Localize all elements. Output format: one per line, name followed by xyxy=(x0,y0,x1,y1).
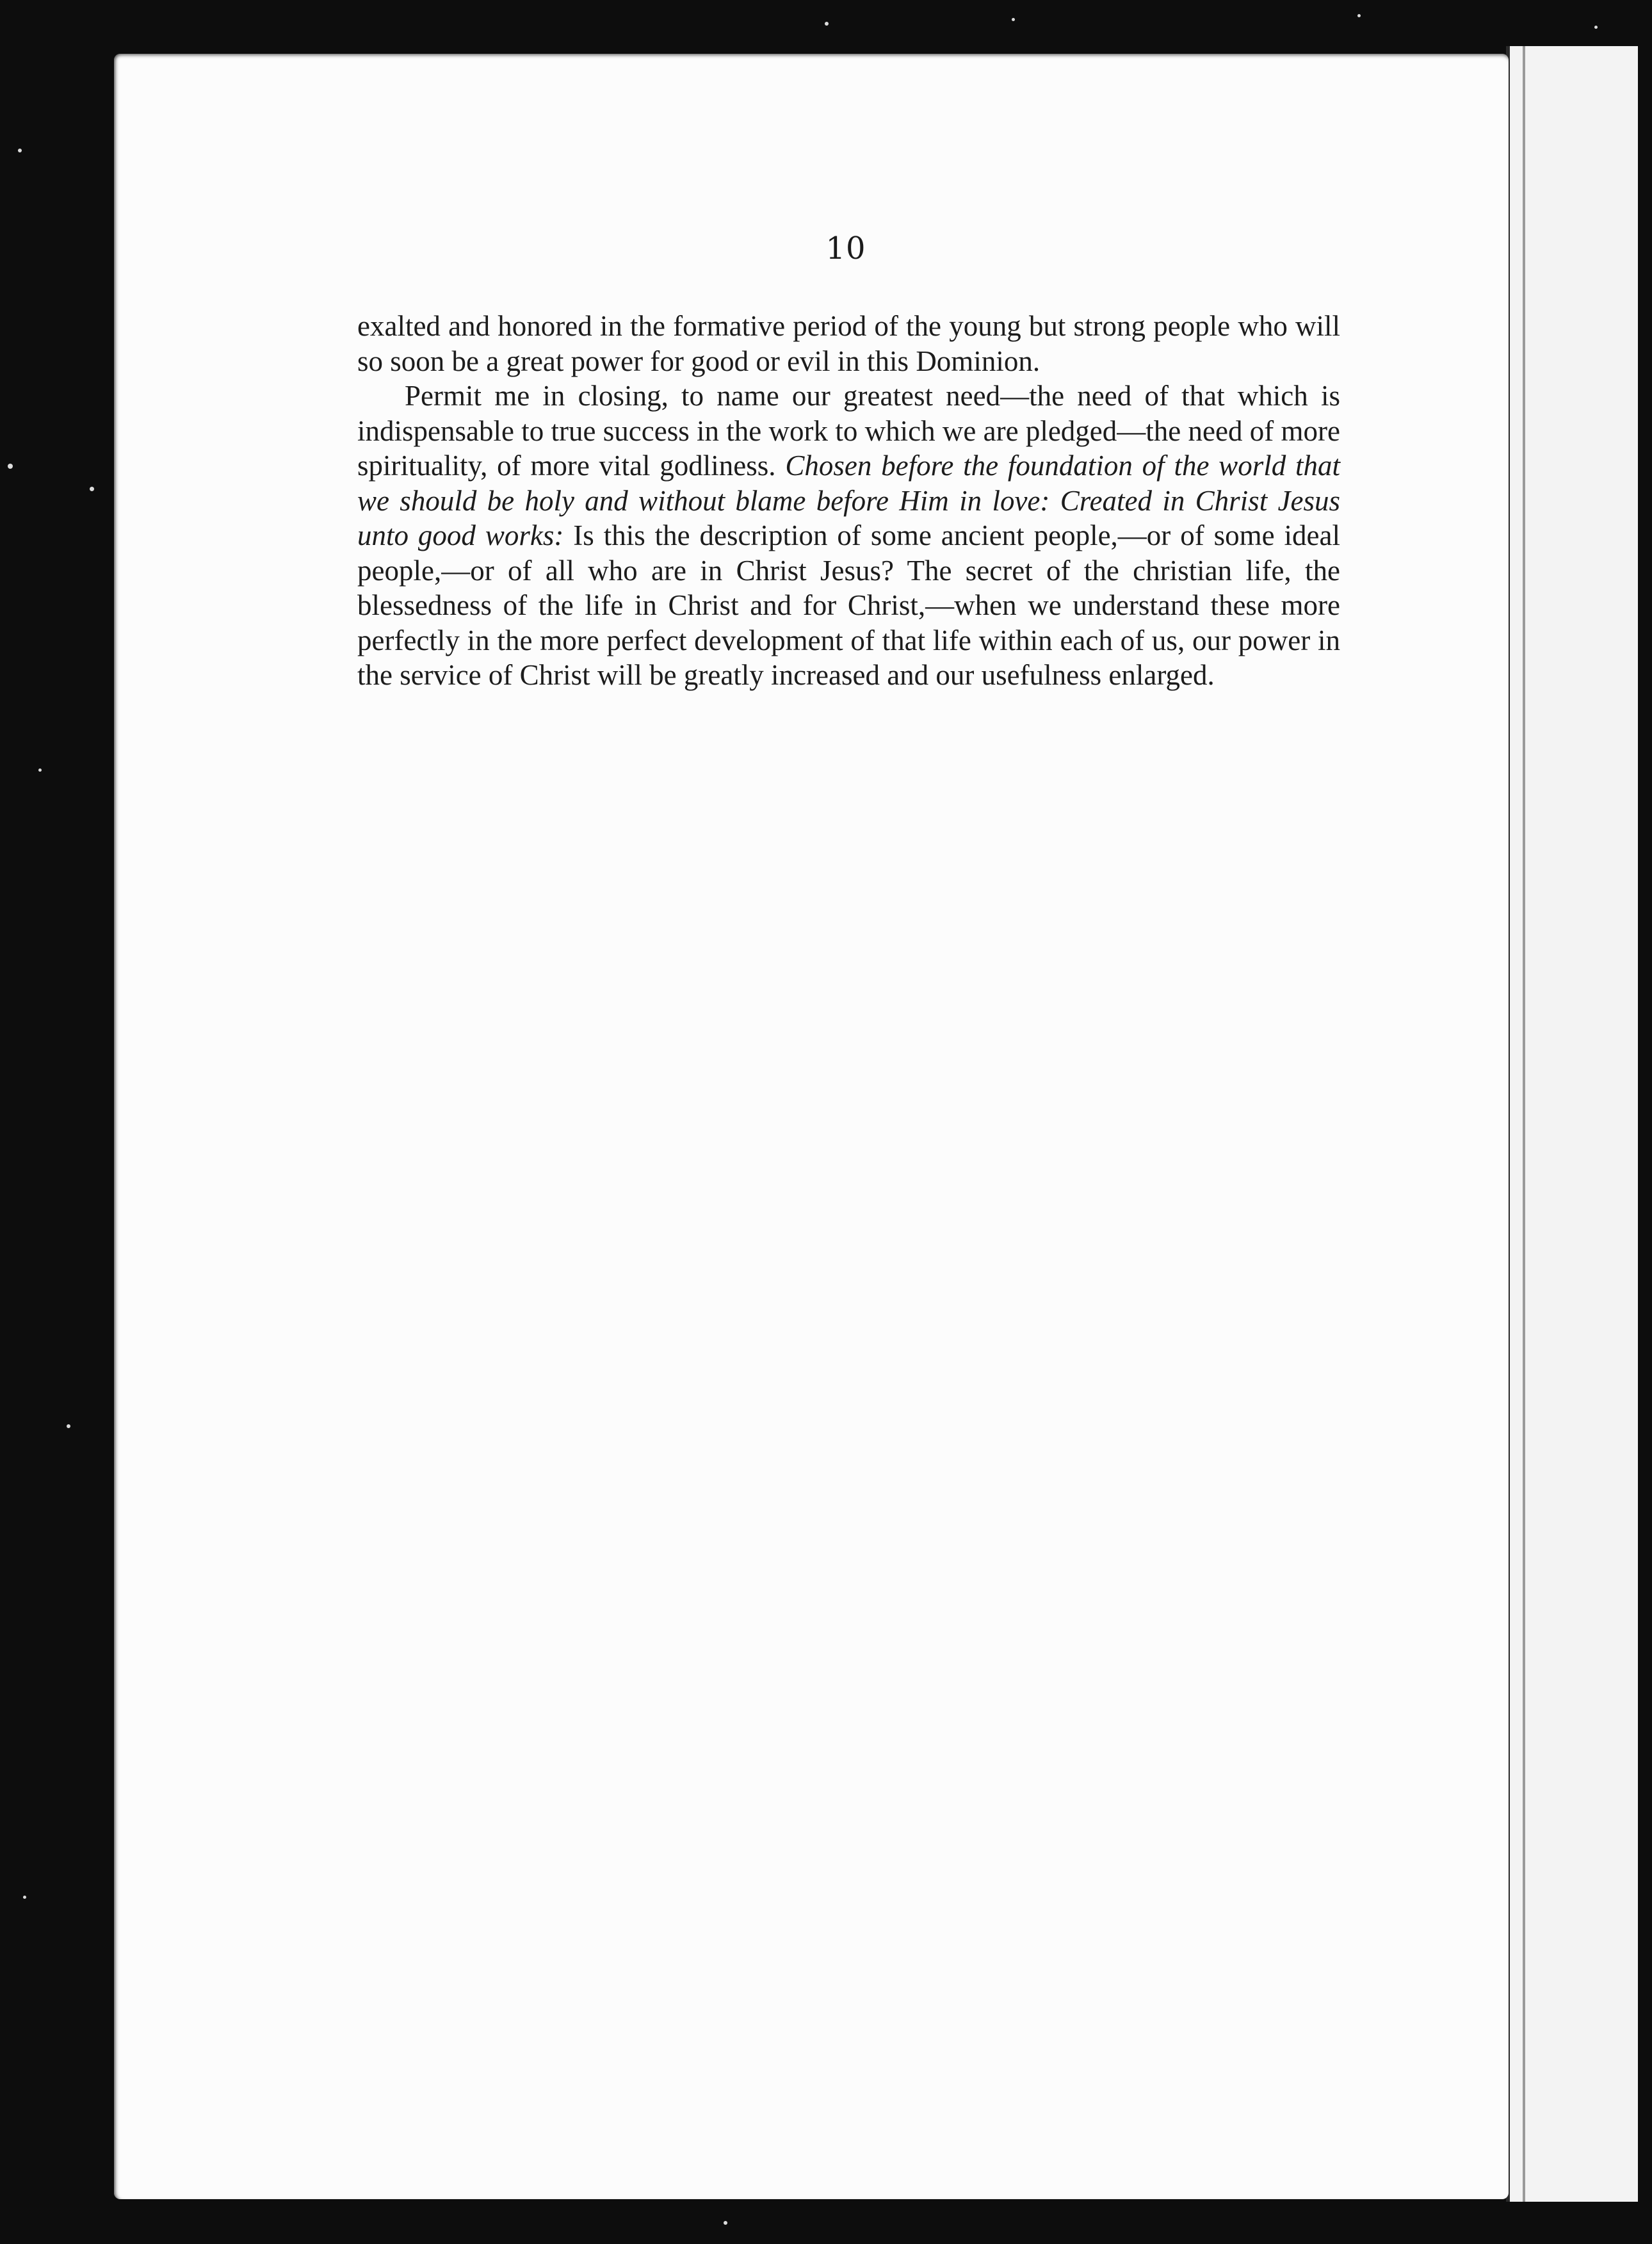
scan-speck xyxy=(1594,26,1598,29)
scan-speck xyxy=(90,487,94,491)
scan-speck xyxy=(825,22,829,26)
paragraph-2 xyxy=(357,378,1340,693)
page-number: 10 xyxy=(825,231,866,266)
scan-speck xyxy=(724,2221,727,2225)
paragraph-2-intro: Permit me in closing, to name our greatest need—the need of that which is indispensable to true success in the work to which we are pledged—the need of more spirituality, of more vital godliness. xyxy=(357,380,1340,482)
page-fold-line xyxy=(1523,46,1525,2202)
adjacent-page-edge xyxy=(1506,46,1638,2202)
scan-speck xyxy=(38,768,42,772)
paragraph-2-rest: Is this the description of some ancient people,—or of some ideal people,—or of all who are in Christ Jesus? The secret of the christian life, the blessedness of the life in Christ and for Christ,—when we understand these more perfectly in the more perfect development of that life within each of us, our power in the service of Christ will be greatly increased and our usefulness enlarged. xyxy=(357,519,1341,691)
scan-speck xyxy=(1012,18,1015,21)
scripture-quote: Chosen before the foundation of the world that we should be holy and without blame before Him in love: Created in Christ Jesus unto good works: xyxy=(357,450,1340,551)
body-text xyxy=(357,309,1340,693)
scan-speck xyxy=(1357,14,1361,17)
scan-speck xyxy=(23,1896,26,1899)
paragraph-1: exalted and honored in the formative period of the young but strong people who will so soon be a great power for good or evil in this Dominion. xyxy=(357,310,1340,377)
scan-speck xyxy=(8,464,13,469)
scan-speck xyxy=(67,1424,70,1428)
scan-speck xyxy=(18,149,22,152)
